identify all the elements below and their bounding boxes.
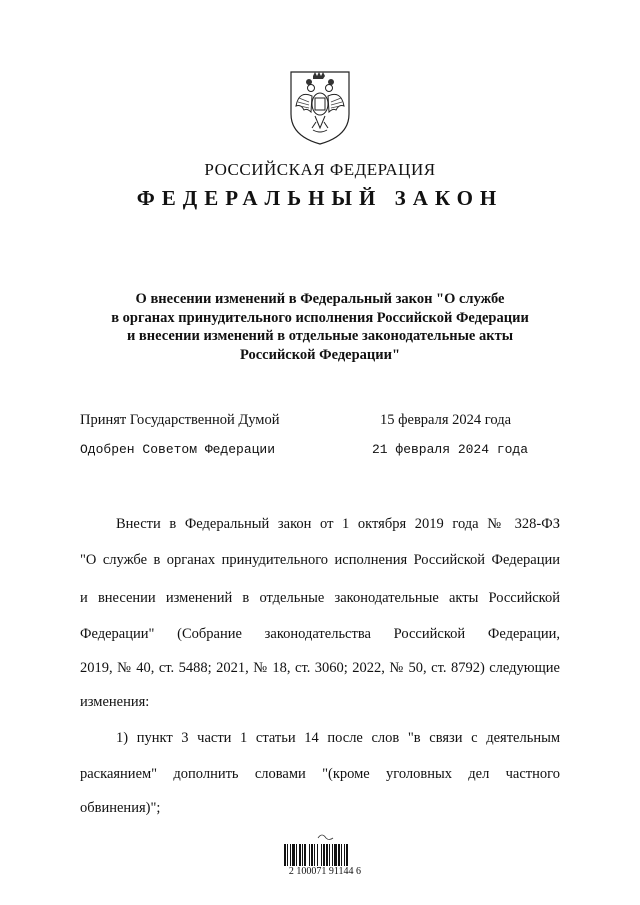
barcode-bar xyxy=(341,844,342,866)
body-line: обвинения)"; xyxy=(80,800,161,816)
duma-adoption-label: Принят Государственной Думой xyxy=(80,412,280,428)
barcode-bar xyxy=(314,844,315,866)
barcode-bar xyxy=(299,844,301,866)
law-title xyxy=(60,290,580,364)
barcode-bar xyxy=(346,844,348,866)
barcode-bar xyxy=(309,844,310,866)
signature-mark xyxy=(318,835,333,840)
barcode-bar xyxy=(323,844,325,866)
barcode-bar xyxy=(284,844,286,866)
body-line: раскаянием" дополнить словами "(кроме уголовных дел частного xyxy=(80,766,560,782)
body-line: 2019, № 40, ст. 5488; 2021, № 18, ст. 3060; 2022, № 50, ст. 8792) следующие xyxy=(80,660,560,676)
barcode-bar xyxy=(287,844,288,866)
body-line: "О службе в органах принудительного исполнения Российской Федерации xyxy=(80,552,560,568)
law-type-heading: ФЕДЕРАЛЬНЫЙ ЗАКОН xyxy=(136,186,504,210)
title-line: Российской Федерации" xyxy=(239,346,401,363)
barcode-number: 2 100071 91144 6 xyxy=(288,866,362,877)
barcode-bar xyxy=(317,844,318,866)
body-line: Федерации" (Собрание законодательства Российской Федерации, xyxy=(80,626,560,642)
barcode-bar xyxy=(329,844,330,866)
body-line: и внесении изменений в отдельные законодательные акты Российской xyxy=(80,590,560,606)
barcode-bar xyxy=(290,844,291,866)
barcode-bar xyxy=(302,844,303,866)
title-line: и внесении изменений в отдельные законодательные акты xyxy=(126,328,514,344)
barcode-bar xyxy=(344,844,345,866)
title-line: в органах принудительного исполнения Российской Федерации xyxy=(111,309,529,326)
council-approval-date: 21 февраля 2024 года xyxy=(372,442,529,457)
barcode-bar xyxy=(326,844,328,866)
country-heading: РОССИЙСКАЯ ФЕДЕРАЦИЯ xyxy=(204,160,436,179)
barcode-bar xyxy=(334,844,337,866)
body-line: изменения: xyxy=(80,694,150,710)
barcode-bar xyxy=(321,844,322,866)
barcode-bar xyxy=(332,844,333,866)
barcode-bar xyxy=(338,844,340,866)
barcode-bar xyxy=(292,844,295,866)
title-line: О внесении изменений в Федеральный закон "О службе xyxy=(135,291,505,307)
barcode-bar xyxy=(304,844,306,866)
barcode-bar xyxy=(311,844,313,866)
coat-of-arms-emblem xyxy=(287,66,353,146)
body-line: 1) пункт 3 части 1 статьи 14 после слов "в связи с деятельным xyxy=(116,730,560,746)
duma-adoption-date: 15 февраля 2024 года xyxy=(380,412,512,428)
body-line: Внести в Федеральный закон от 1 октября 2019 года № 328-ФЗ xyxy=(116,516,560,532)
council-approval-label: Одобрен Советом Федерации xyxy=(80,442,276,457)
barcode-bar xyxy=(296,844,297,866)
